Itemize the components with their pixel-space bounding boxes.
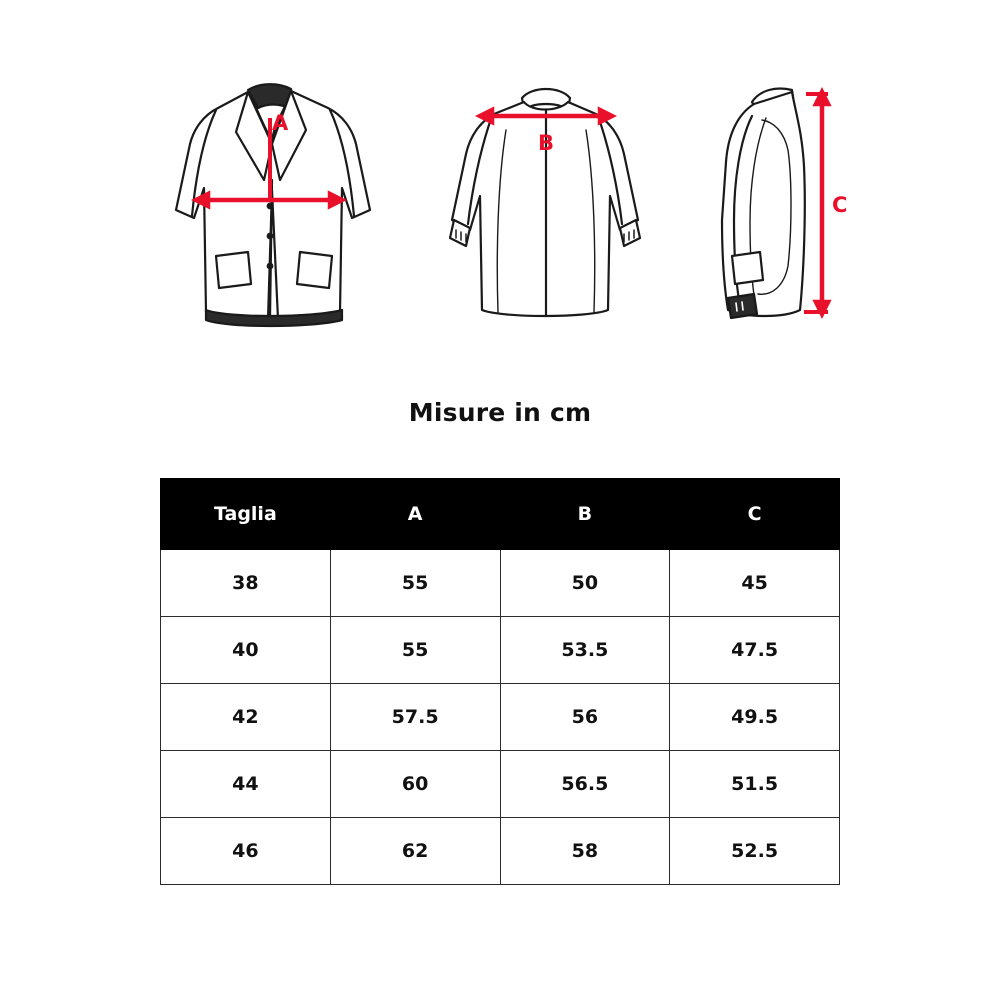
measure-label-c: C [832, 193, 848, 217]
cell-a: 55 [330, 550, 500, 617]
size-table [160, 478, 840, 885]
caption-measures-in-cm: Misure in cm [408, 398, 592, 427]
cell-c: 45 [670, 550, 840, 617]
cell-b: 58 [500, 818, 670, 885]
cell-a: 55 [330, 617, 500, 684]
measure-label-b: B [538, 131, 555, 155]
table-header-row [161, 479, 840, 550]
cell-a: 60 [330, 751, 500, 818]
column-header-c: C [670, 479, 840, 550]
cell-size: 38 [161, 550, 331, 617]
column-header-a: A [330, 479, 500, 550]
cell-c: 52.5 [670, 818, 840, 885]
back-jacket-figure [440, 70, 650, 364]
cell-c: 51.5 [670, 751, 840, 818]
side-jacket-figure [700, 70, 880, 364]
cell-size: 40 [161, 617, 331, 684]
cell-a: 62 [330, 818, 500, 885]
size-table-body [161, 550, 840, 885]
cell-b: 53.5 [500, 617, 670, 684]
front-jacket-drawing [160, 70, 390, 360]
size-table-wrapper [160, 478, 840, 885]
table-row [161, 550, 840, 617]
cell-c: 47.5 [670, 617, 840, 684]
size-table-head [161, 479, 840, 550]
cell-c: 49.5 [670, 684, 840, 751]
cell-b: 50 [500, 550, 670, 617]
table-row [161, 818, 840, 885]
front-jacket-figure [160, 70, 390, 364]
back-jacket-drawing [440, 70, 650, 360]
table-row [161, 617, 840, 684]
cell-b: 56 [500, 684, 670, 751]
column-header-taglia: Taglia [161, 479, 331, 550]
table-row [161, 684, 840, 751]
cell-size: 44 [161, 751, 331, 818]
cell-size: 42 [161, 684, 331, 751]
cell-b: 56.5 [500, 751, 670, 818]
side-jacket-drawing [700, 70, 880, 360]
measure-label-a: A [272, 111, 289, 135]
column-header-b: B [500, 479, 670, 550]
jacket-illustrations [0, 70, 1000, 370]
cell-size: 46 [161, 818, 331, 885]
cell-a: 57.5 [330, 684, 500, 751]
table-row [161, 751, 840, 818]
